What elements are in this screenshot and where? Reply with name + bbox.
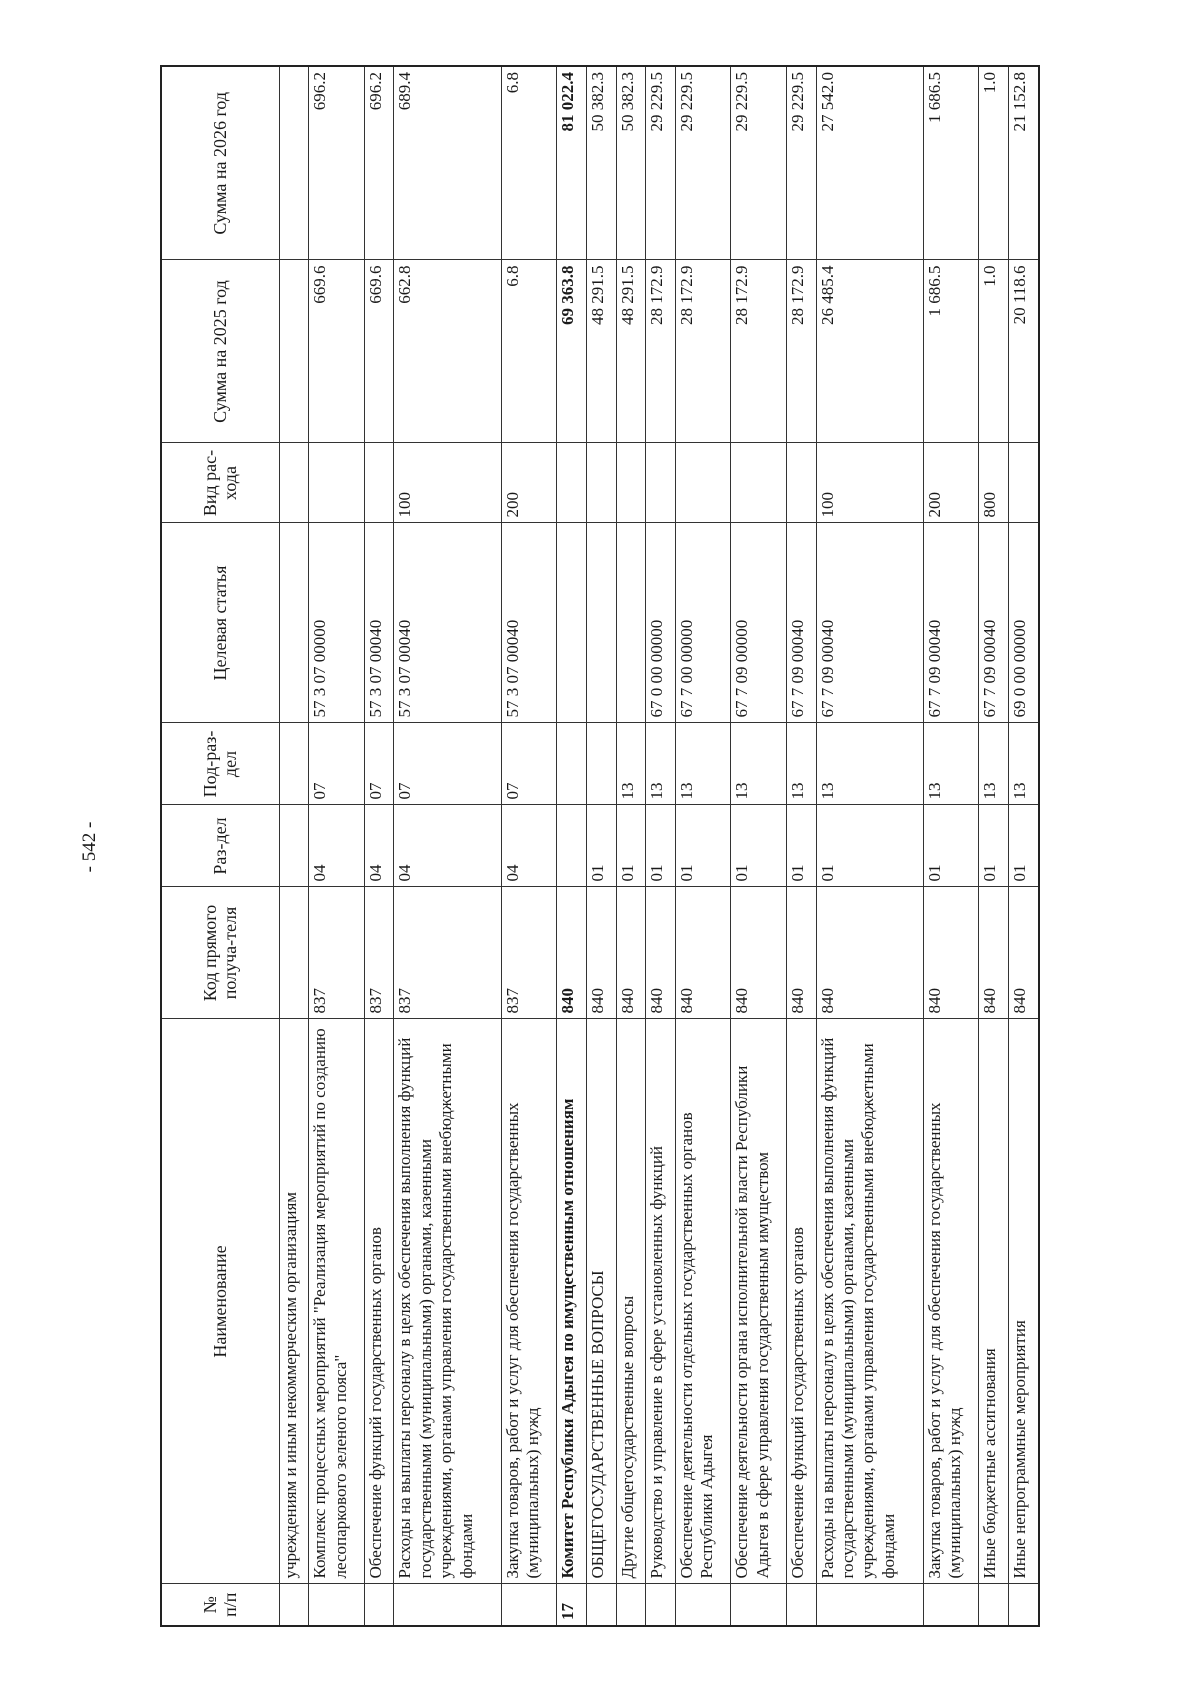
cell-section: 01	[616, 805, 646, 887]
cell-name: учреждениям и иным некоммерческим организациям	[279, 1019, 309, 1584]
cell-name: Обеспечение деятельности органа исполнительной власти Республики Адыгея в сфере управления государственным имуществом	[731, 1019, 787, 1584]
cell-no	[394, 1584, 501, 1626]
cell-name: Другие общегосударственные вопросы	[616, 1019, 646, 1584]
table-header	[161, 66, 279, 1626]
cell-sum-2026	[279, 66, 309, 260]
cell-recipient-code: 840	[816, 887, 923, 1019]
budget-table	[160, 65, 1040, 1627]
cell-subsection: 13	[731, 723, 787, 805]
cell-target-article	[616, 523, 646, 723]
cell-no	[309, 1584, 365, 1626]
cell-subsection: 07	[364, 723, 394, 805]
cell-recipient-code: 837	[501, 887, 557, 1019]
header-target-article: Целевая статья	[161, 523, 279, 723]
cell-target-article: 57 3 07 00000	[309, 523, 365, 723]
cell-sum-2025: 20 118.6	[1009, 260, 1039, 443]
table-row	[394, 66, 501, 1626]
cell-sum-2025: 669.6	[364, 260, 394, 443]
cell-section: 01	[979, 805, 1009, 887]
cell-sum-2026: 50 382.3	[616, 66, 646, 260]
cell-sum-2026: 81 022.4	[557, 66, 587, 260]
cell-section: 01	[923, 805, 979, 887]
cell-subsection: 13	[786, 723, 816, 805]
cell-expense-type	[557, 443, 587, 523]
cell-subsection	[279, 723, 309, 805]
table-row	[786, 66, 816, 1626]
header-expense-type: Вид рас-хода	[161, 443, 279, 523]
table-row	[923, 66, 979, 1626]
cell-target-article	[586, 523, 616, 723]
cell-recipient-code: 840	[923, 887, 979, 1019]
cell-no	[501, 1584, 557, 1626]
cell-name: Расходы на выплаты персоналу в целях обеспечения выполнения функций государственными (муниципальными) органами, казенными учреждениями, органами управления государственными внебюджетными фондами	[816, 1019, 923, 1584]
cell-sum-2026: 29 229.5	[646, 66, 676, 260]
cell-name: Обеспечение деятельности отдельных государственных органов Республики Адыгея	[675, 1019, 731, 1584]
cell-sum-2025: 1 686.5	[923, 260, 979, 443]
cell-expense-type	[731, 443, 787, 523]
cell-expense-type: 100	[816, 443, 923, 523]
cell-expense-type	[786, 443, 816, 523]
cell-target-article: 69 0 00 00000	[1009, 523, 1039, 723]
table-row	[586, 66, 616, 1626]
header-recipient-code: Код прямого получа-теля	[161, 887, 279, 1019]
cell-sum-2026: 696.2	[309, 66, 365, 260]
cell-name: Комитет Республики Адыгея по имущественным отношениям	[557, 1019, 587, 1584]
cell-no	[979, 1584, 1009, 1626]
cell-no	[1009, 1584, 1039, 1626]
cell-name: Руководство и управление в сфере установленных функций	[646, 1019, 676, 1584]
cell-sum-2026: 50 382.3	[586, 66, 616, 260]
rotated-page-content	[160, 67, 1040, 1627]
cell-sum-2025: 28 172.9	[731, 260, 787, 443]
cell-recipient-code: 840	[1009, 887, 1039, 1019]
cell-section: 04	[364, 805, 394, 887]
cell-subsection: 13	[923, 723, 979, 805]
cell-sum-2025: 28 172.9	[646, 260, 676, 443]
header-no: № п/п	[161, 1584, 279, 1626]
cell-name: Комплекс процессных мероприятий "Реализация мероприятий по созданию лесопаркового зеленого пояса"	[309, 1019, 365, 1584]
header-section: Раз-дел	[161, 805, 279, 887]
cell-name: Обеспечение функций государственных органов	[786, 1019, 816, 1584]
cell-recipient-code: 840	[731, 887, 787, 1019]
cell-name: Закупка товаров, работ и услуг для обеспечения государственных (муниципальных) нужд	[923, 1019, 979, 1584]
cell-sum-2025: 662.8	[394, 260, 501, 443]
cell-name: Обеспечение функций государственных органов	[364, 1019, 394, 1584]
cell-sum-2025: 669.6	[309, 260, 365, 443]
cell-no	[675, 1584, 731, 1626]
cell-recipient-code	[279, 887, 309, 1019]
cell-sum-2026: 29 229.5	[675, 66, 731, 260]
table-row	[557, 66, 587, 1626]
cell-no	[923, 1584, 979, 1626]
cell-recipient-code: 840	[646, 887, 676, 1019]
cell-target-article: 67 7 09 00000	[731, 523, 787, 723]
cell-target-article: 67 7 09 00040	[816, 523, 923, 723]
table-row	[979, 66, 1009, 1626]
cell-section: 01	[786, 805, 816, 887]
table-row	[646, 66, 676, 1626]
cell-expense-type	[1009, 443, 1039, 523]
cell-recipient-code: 837	[364, 887, 394, 1019]
cell-expense-type	[646, 443, 676, 523]
cell-sum-2025: 48 291.5	[586, 260, 616, 443]
cell-recipient-code: 837	[394, 887, 501, 1019]
cell-expense-type: 100	[394, 443, 501, 523]
cell-section: 01	[646, 805, 676, 887]
cell-target-article	[557, 523, 587, 723]
cell-sum-2026: 6.8	[501, 66, 557, 260]
cell-section: 01	[1009, 805, 1039, 887]
header-name: Наименование	[161, 1019, 279, 1584]
cell-subsection: 07	[309, 723, 365, 805]
cell-target-article: 57 3 07 00040	[364, 523, 394, 723]
cell-expense-type	[364, 443, 394, 523]
cell-sum-2025: 48 291.5	[616, 260, 646, 443]
cell-subsection: 13	[616, 723, 646, 805]
cell-no	[786, 1584, 816, 1626]
table-row	[731, 66, 787, 1626]
cell-subsection: 07	[394, 723, 501, 805]
table-row	[1009, 66, 1039, 1626]
cell-expense-type	[279, 443, 309, 523]
cell-subsection: 13	[979, 723, 1009, 805]
cell-target-article: 67 7 09 00040	[979, 523, 1009, 723]
table-row	[501, 66, 557, 1626]
cell-recipient-code: 840	[675, 887, 731, 1019]
cell-target-article: 67 0 00 00000	[646, 523, 676, 723]
cell-recipient-code: 837	[309, 887, 365, 1019]
cell-no	[816, 1584, 923, 1626]
cell-sum-2026: 689.4	[394, 66, 501, 260]
table-row	[675, 66, 731, 1626]
cell-subsection: 13	[646, 723, 676, 805]
cell-recipient-code: 840	[557, 887, 587, 1019]
cell-subsection: 13	[816, 723, 923, 805]
cell-sum-2025: 69 363.8	[557, 260, 587, 443]
cell-expense-type	[309, 443, 365, 523]
cell-name: Расходы на выплаты персоналу в целях обеспечения выполнения функций государственными (муниципальными) органами, казенными учреждениями, органами управления государственными внебюджетными фондами	[394, 1019, 501, 1584]
cell-expense-type	[586, 443, 616, 523]
cell-target-article: 67 7 09 00040	[923, 523, 979, 723]
cell-sum-2026: 27 542.0	[816, 66, 923, 260]
cell-no	[279, 1584, 309, 1626]
cell-sum-2025	[279, 260, 309, 443]
cell-section: 01	[731, 805, 787, 887]
cell-expense-type	[616, 443, 646, 523]
cell-target-article: 67 7 09 00040	[786, 523, 816, 723]
cell-no	[646, 1584, 676, 1626]
cell-subsection	[557, 723, 587, 805]
cell-name: Закупка товаров, работ и услуг для обеспечения государственных (муниципальных) нужд	[501, 1019, 557, 1584]
table-row	[616, 66, 646, 1626]
cell-sum-2026: 29 229.5	[786, 66, 816, 260]
cell-section: 04	[309, 805, 365, 887]
cell-section: 01	[675, 805, 731, 887]
cell-sum-2025: 6.8	[501, 260, 557, 443]
cell-section: 04	[394, 805, 501, 887]
cell-section: 04	[501, 805, 557, 887]
cell-expense-type: 200	[501, 443, 557, 523]
cell-recipient-code: 840	[616, 887, 646, 1019]
cell-no	[364, 1584, 394, 1626]
cell-recipient-code: 840	[786, 887, 816, 1019]
cell-sum-2026: 1 686.5	[923, 66, 979, 260]
cell-recipient-code: 840	[586, 887, 616, 1019]
cell-no	[616, 1584, 646, 1626]
cell-sum-2025: 28 172.9	[786, 260, 816, 443]
cell-sum-2025: 26 485.4	[816, 260, 923, 443]
cell-subsection: 13	[1009, 723, 1039, 805]
cell-sum-2026: 21 152.8	[1009, 66, 1039, 260]
cell-target-article: 57 3 07 00040	[501, 523, 557, 723]
cell-sum-2026: 696.2	[364, 66, 394, 260]
cell-no: 17	[557, 1584, 587, 1626]
cell-no	[586, 1584, 616, 1626]
cell-section: 01	[586, 805, 616, 887]
cell-subsection: 13	[675, 723, 731, 805]
cell-subsection	[586, 723, 616, 805]
cell-section	[557, 805, 587, 887]
header-sum-2026: Сумма на 2026 год	[161, 66, 279, 260]
cell-section: 01	[816, 805, 923, 887]
cell-recipient-code: 840	[979, 887, 1009, 1019]
cell-name: Иные непрограммные мероприятия	[1009, 1019, 1039, 1584]
cell-name: ОБЩЕГОСУДАРСТВЕННЫЕ ВОПРОСЫ	[586, 1019, 616, 1584]
header-sum-2025: Сумма на 2025 год	[161, 260, 279, 443]
cell-sum-2025: 1.0	[979, 260, 1009, 443]
page-number: - 542 -	[79, 821, 100, 873]
table-row	[309, 66, 365, 1626]
cell-sum-2026: 1.0	[979, 66, 1009, 260]
cell-subsection: 07	[501, 723, 557, 805]
table-body	[279, 66, 1039, 1626]
cell-sum-2026: 29 229.5	[731, 66, 787, 260]
table-row	[279, 66, 309, 1626]
cell-expense-type: 800	[979, 443, 1009, 523]
cell-expense-type: 200	[923, 443, 979, 523]
cell-no	[731, 1584, 787, 1626]
cell-section	[279, 805, 309, 887]
table-row	[816, 66, 923, 1626]
header-subsection: Под-раз-дел	[161, 723, 279, 805]
cell-name: Иные бюджетные ассигнования	[979, 1019, 1009, 1584]
cell-target-article: 57 3 07 00040	[394, 523, 501, 723]
table-row	[364, 66, 394, 1626]
cell-target-article	[279, 523, 309, 723]
cell-expense-type	[675, 443, 731, 523]
cell-target-article: 67 7 00 00000	[675, 523, 731, 723]
cell-sum-2025: 28 172.9	[675, 260, 731, 443]
